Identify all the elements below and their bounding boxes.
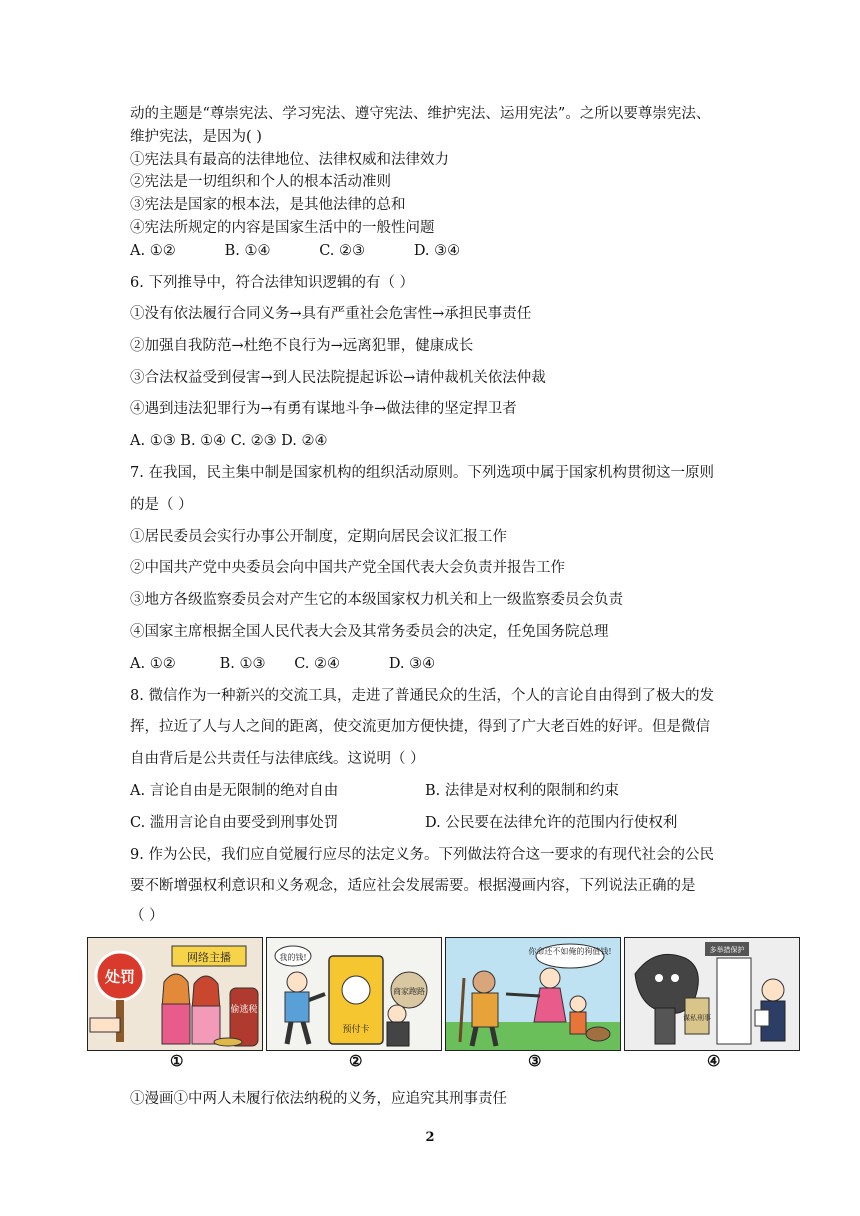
comic-caption-2: ② (349, 1052, 363, 1070)
q8-option-d: D. 公民要在法律允许的范围内行使权利 (425, 815, 678, 831)
q5-statement-2: ②宪法是一切组织和个人的根本活动准则 (130, 174, 391, 190)
q7-statement-4: ④国家主席根据全国人民代表大会及其常务委员会的决定，任免国务院总理 (130, 624, 609, 640)
q5-option-b: B. ①④ (224, 243, 271, 259)
panel4-sign-text: 多举措保护 (709, 946, 745, 954)
q6-statement-3: ③合法权益受到侵害→到人民法院提起诉讼→请仲裁机关依法仲裁 (130, 370, 546, 386)
q7-stem-line-1: 7. 在我国，民主集中制是国家机构的组织活动原则。下列选项中属于国家机构贯彻这一原则 (130, 465, 714, 481)
panel1-banner-text: 网络主播 (187, 951, 231, 964)
q5-statement-1: ①宪法具有最高的法律地位、法律权威和法律效力 (130, 152, 449, 168)
q5-statement-4: ④宪法所规定的内容是国家生活中的一般性问题 (130, 220, 435, 236)
q7-stem-line-2: 的是（ ） (130, 497, 193, 513)
q6-statement-2: ②加强自我防范→杜绝不良行为→远离犯罪，健康成长 (130, 338, 474, 354)
q7-option-a: A. ①② (130, 656, 176, 672)
q8-option-a: A. 言论自由是无限制的绝对自由 (130, 783, 339, 799)
panel4-shield-text: 谋私刑事 (683, 1014, 711, 1022)
q8-stem-line-1: 8. 微信作为一种新兴的交流工具，走进了普通民众的生活，个人的言论自由得到了极大的发 (130, 688, 714, 704)
q7-statement-3: ③地方各级监察委员会对产生它的本级国家权力机关和上一级监察委员会负责 (130, 592, 623, 608)
q5-option-c: C. ②③ (319, 243, 366, 259)
q6-options: A. ①③ B. ①④ C. ②③ D. ②④ (130, 433, 328, 449)
q9-stem-line-3: （ ） (130, 908, 164, 924)
q5-options (130, 241, 460, 261)
q9-statement-1: ①漫画①中两人未履行依法纳税的义务，应追究其刑事责任 (130, 1091, 507, 1107)
comic-caption-4: ④ (707, 1052, 721, 1070)
q8-stem-line-2: 挥，拉近了人与人之间的距离，使交流更加方便快捷，得到了广大老百姓的好评。但是微信 (130, 719, 710, 735)
q5-text-line-2: 维护宪法，是因为( ) (130, 129, 262, 145)
q8-stem-line-3: 自由背后是公共责任与法律底线。这说明（ ） (130, 751, 425, 767)
q5-statement-3: ③宪法是国家的根本法，是其他法律的总和 (130, 197, 406, 213)
panel2-card-text: 预付卡 (342, 1025, 370, 1035)
q7-option-b: B. ①③ (219, 656, 266, 672)
q7-statement-1: ①居民委员会实行办事公开制度，定期向居民会议汇报工作 (130, 529, 507, 545)
panel2-bubble-text: 我的钱! (279, 953, 307, 962)
comic-panel-4 (624, 937, 800, 1051)
q9-stem-line-2: 要不断增强权利意识和义务观念，适应社会发展需要。根据漫画内容，下列说法正确的是 (130, 878, 696, 894)
comic-strip (87, 937, 799, 1069)
q5-option-d: D. ③④ (413, 243, 461, 259)
q6-statement-1: ①没有依法履行合同义务→具有严重社会危害性→承担民事责任 (130, 306, 532, 322)
comic-panel-1 (87, 937, 263, 1051)
comic-caption-1: ① (170, 1052, 184, 1070)
q5-option-a: A. ①② (130, 243, 176, 259)
panel1-bag-text: 偷逃税 (230, 1005, 258, 1015)
q7-statement-2: ②中国共产党中央委员会向中国共产党全国代表大会负责并报告工作 (130, 560, 565, 576)
panel2-bag-text: 商家跑路 (393, 987, 425, 996)
q8-option-b: B. 法律是对权利的限制和约束 (425, 783, 619, 799)
panel3-bubble-text: 你命还不如俺的狗值钱! (528, 947, 612, 956)
q6-stem: 6. 下列推导中，符合法律知识逻辑的有（ ） (130, 275, 415, 291)
q9-stem-line-1: 9. 作为公民，我们应自觉履行应尽的法定义务。下列做法符合这一要求的有现代社会的公民 (130, 847, 714, 863)
q7-option-c: C. ②④ (294, 656, 341, 672)
q6-statement-4: ④遇到违法犯罪行为→有勇有谋地斗争→做法律的坚定捍卫者 (130, 401, 517, 417)
page-number: 2 (425, 1130, 435, 1145)
panel1-sign-text: 处罚 (104, 968, 136, 986)
comic-panel-3 (445, 937, 621, 1051)
q8-option-c: C. 滥用言论自由要受到刑事处罚 (130, 815, 339, 831)
comic-panel-2 (266, 937, 442, 1051)
q7-option-d: D. ③④ (388, 656, 436, 672)
q5-text-line-1: 动的主题是“尊崇宪法、学习宪法、遵守宪法、维护宪法、运用宪法”。之所以要尊崇宪法、 (130, 106, 711, 122)
q7-options (130, 654, 435, 674)
comic-caption-3: ③ (528, 1052, 542, 1070)
